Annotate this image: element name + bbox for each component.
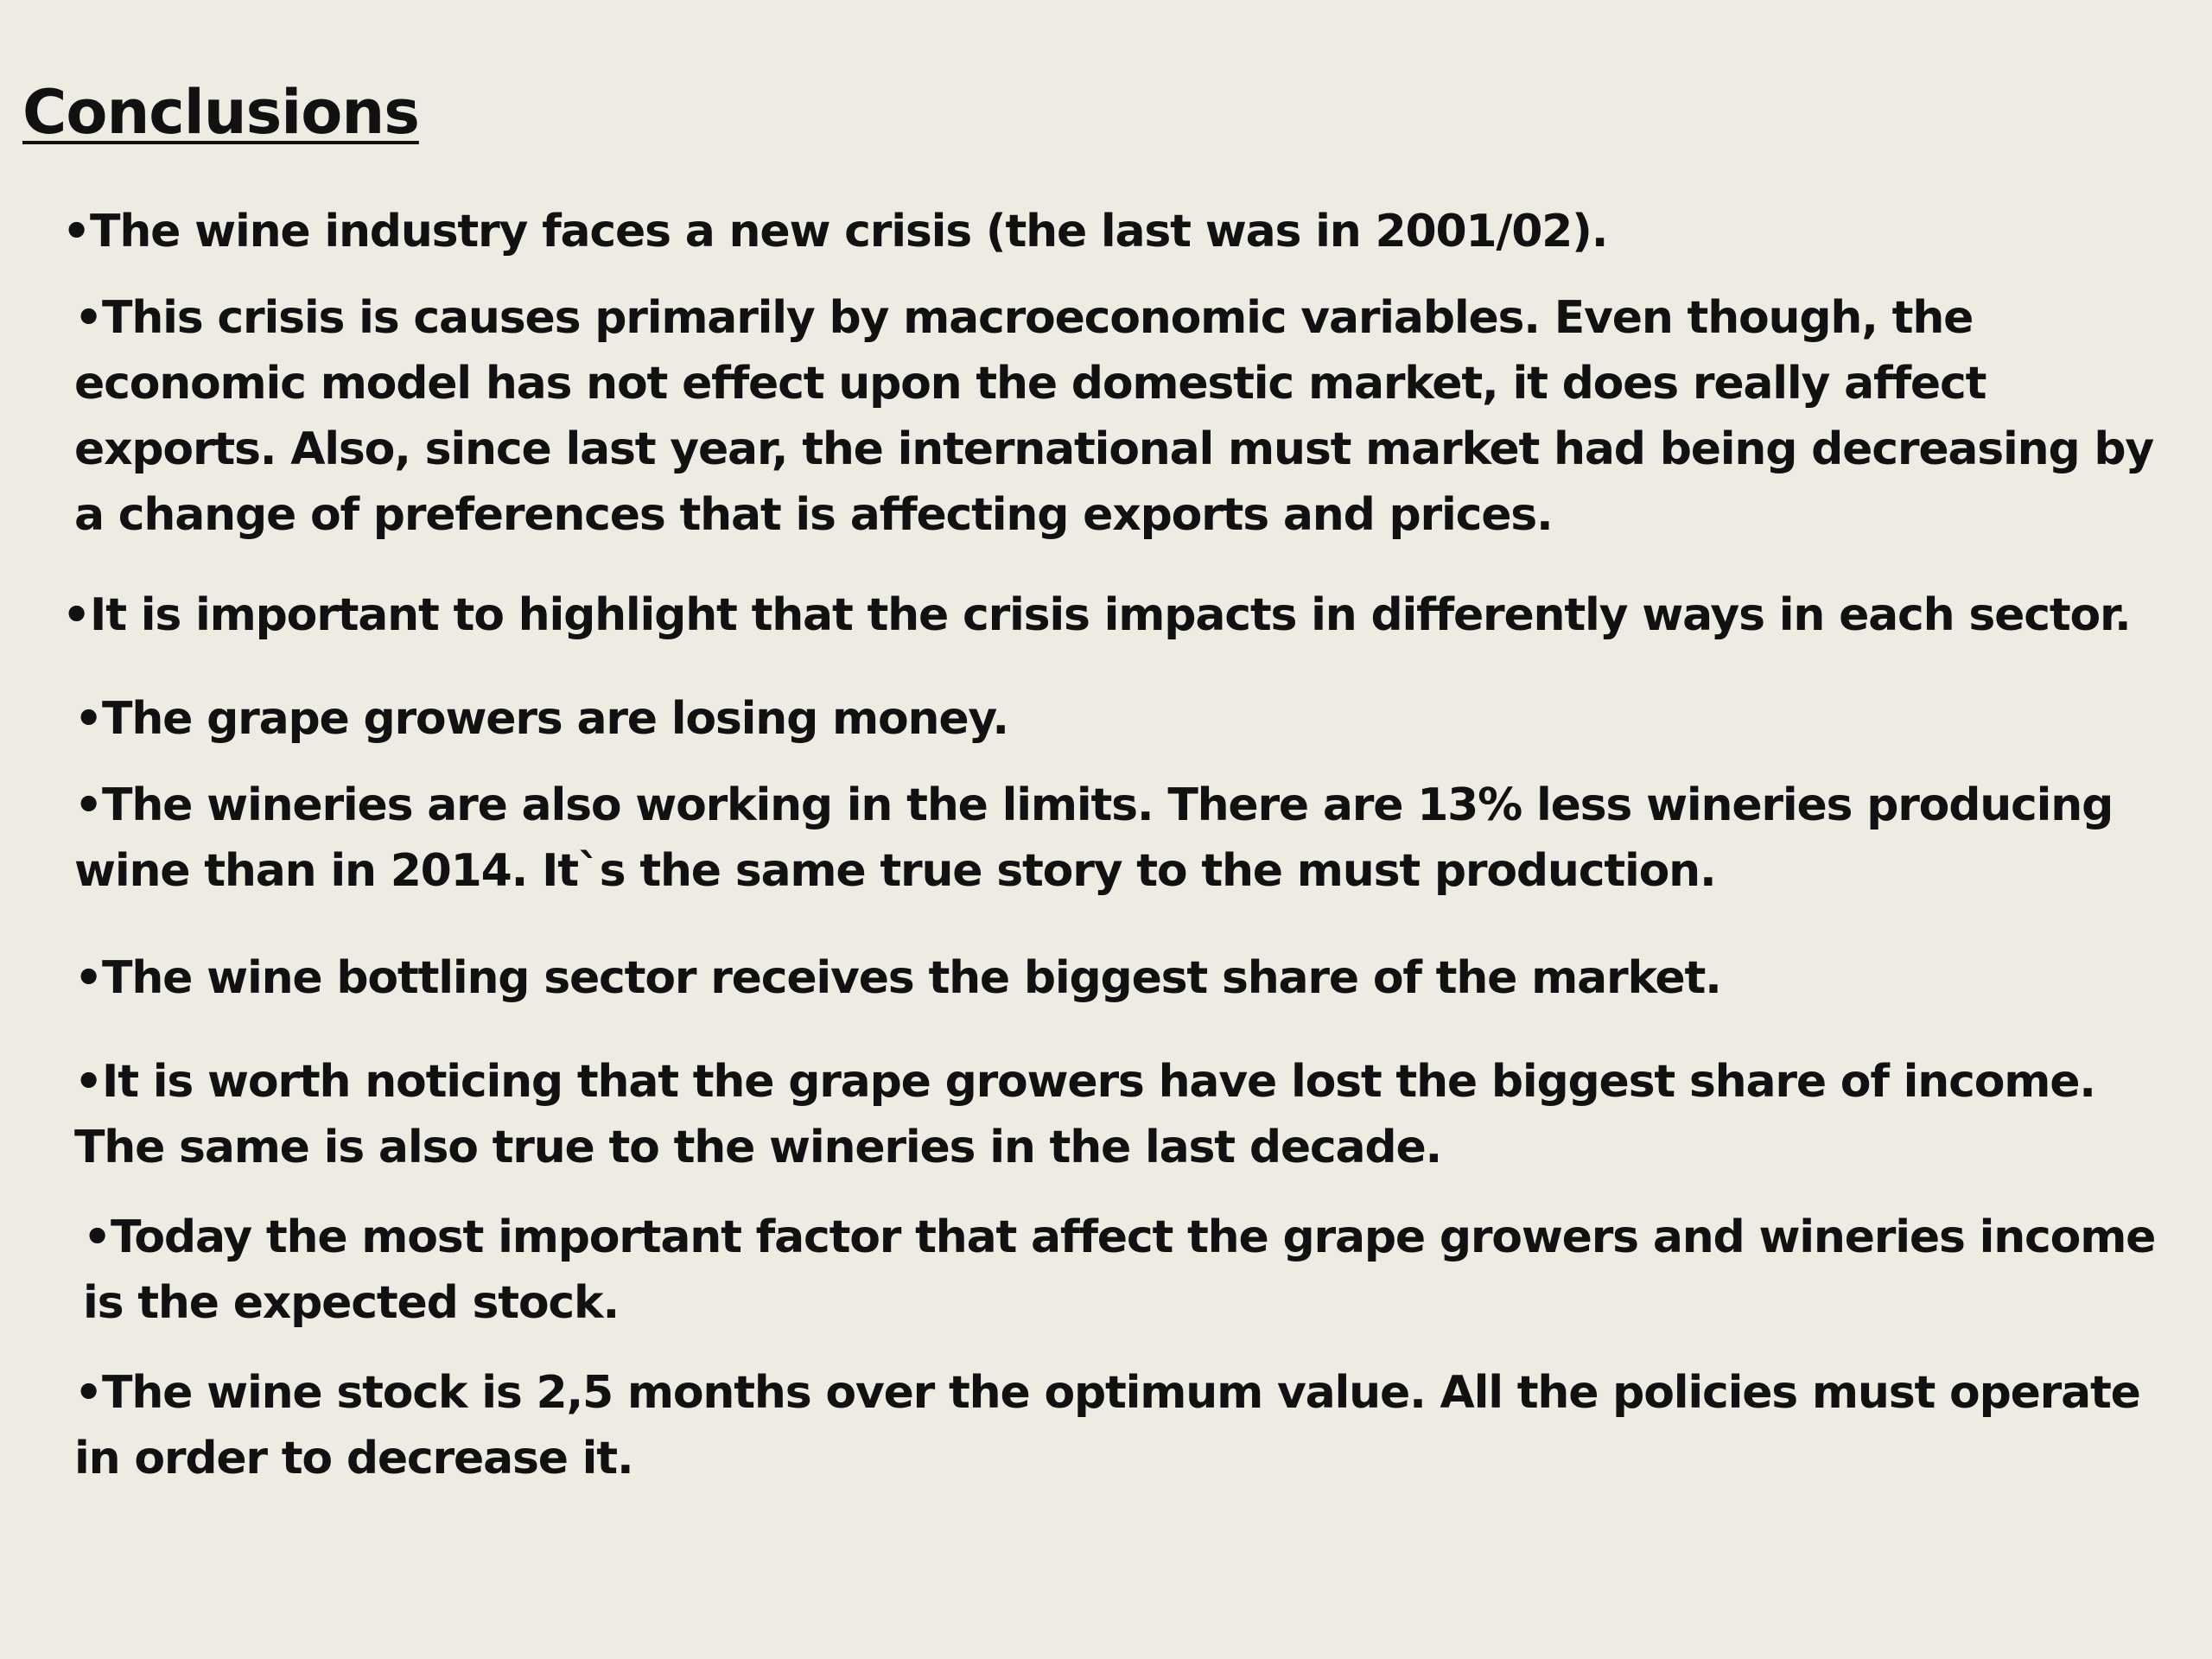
bullet-item	[74, 686, 2183, 752]
bullet-text: It is important to highlight that the crisis impacts in differently ways in each sector.	[90, 589, 2131, 641]
bullet-item	[62, 582, 2171, 648]
bullet-text: The grape growers are losing money.	[102, 693, 1008, 745]
bullet-marker: •	[74, 1367, 103, 1419]
bullet-item	[74, 285, 2196, 548]
bullet-text: It is worth noticing that the grape growers have lost the biggest share of income. The same is also true to the wineries in the last decade.	[74, 1056, 2095, 1173]
bullet-marker: •	[74, 779, 103, 831]
bullet-item	[62, 199, 2171, 264]
slide-title: Conclusions	[22, 77, 419, 148]
bullet-marker: •	[74, 693, 103, 745]
bullet-text: The wine bottling sector receives the biggest share of the market.	[102, 952, 1721, 1004]
bullet-marker: •	[83, 1211, 111, 1263]
bullet-text: Today the most important factor that affect the grape growers and wineries income is the expected stock.	[83, 1211, 2156, 1329]
bullet-text: The wine industry faces a new crisis (the last was in 2001/02).	[90, 206, 1608, 257]
bullet-item	[74, 1360, 2183, 1491]
bullet-item	[74, 772, 2183, 904]
bullet-marker: •	[74, 292, 103, 344]
bullet-text: The wineries are also working in the limits. There are 13% less wineries producing wine than in 2014. It`s the same true story to the must production.	[74, 779, 2113, 897]
bullet-text: This crisis is causes primarily by macroeconomic variables. Even though, the economic model has not effect upon the domestic market, it does really affect exports. Also, since last year, the international must market had being decreasing by a change of preferences that is affecting exports and prices.	[74, 292, 2154, 541]
bullet-marker: •	[74, 952, 103, 1004]
bullet-marker: •	[62, 589, 91, 641]
bullet-text: The wine stock is 2,5 months over the optimum value. All the policies must operate in order to decrease it.	[74, 1367, 2140, 1484]
bullet-item	[74, 945, 2183, 1011]
bullet-marker: •	[74, 1056, 103, 1108]
bullet-item	[74, 1049, 2196, 1180]
bullet-marker: •	[62, 206, 91, 257]
bullet-item	[83, 1205, 2191, 1336]
